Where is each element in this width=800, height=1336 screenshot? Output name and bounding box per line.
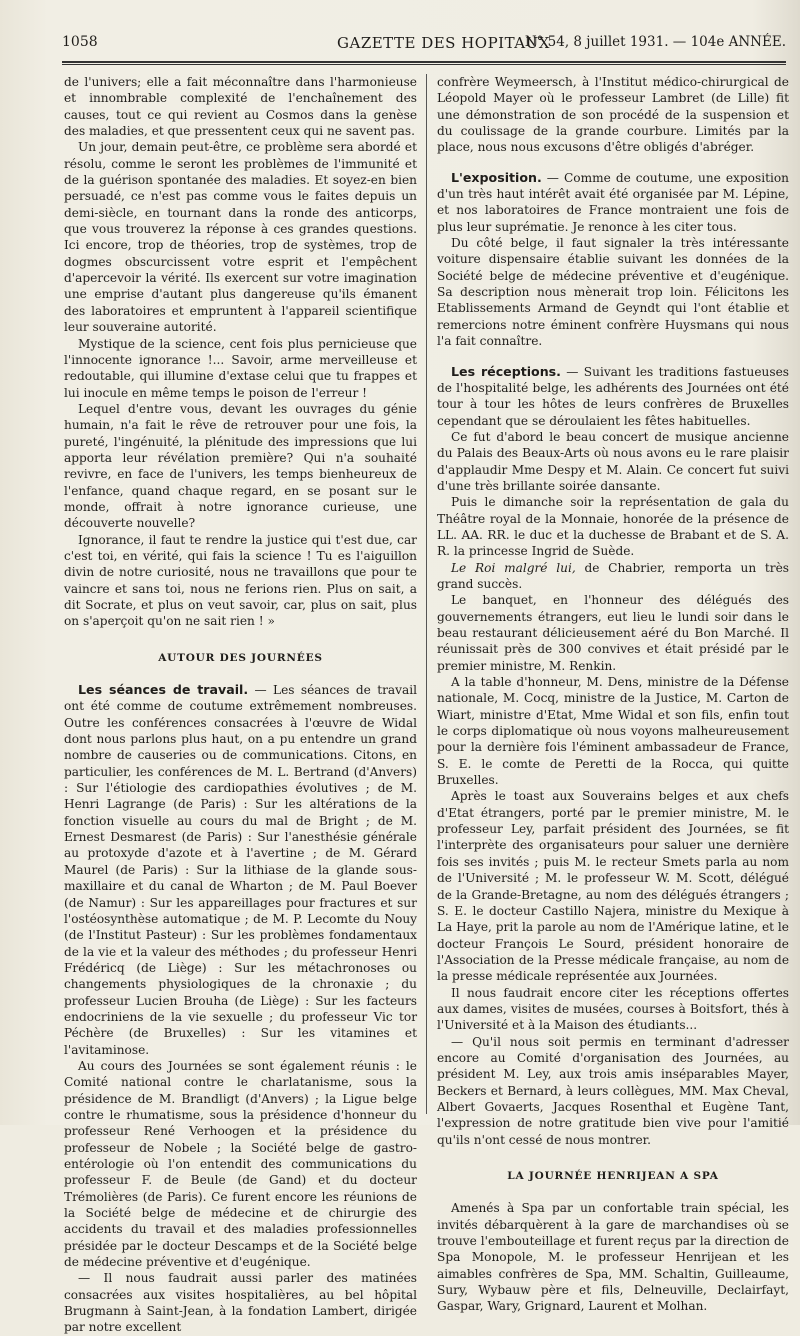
paragraph	[437, 170, 789, 235]
section-heading: LA JOURNÉE HENRIJEAN A SPA	[507, 1170, 719, 1182]
left-column	[64, 74, 417, 1336]
paragraph: Un jour, demain peut-être, ce problème sera abordé et résolu, comme le seront les problèmes de l'immunité et de la guérison spontanée des maladies. Et soyez-en bien persuadé, ce n'est pas comme vous le faites depuis un demi-siècle, en tournant dans la ronde des anticorps, que vous trouverez la réponse à ces grandes questions. Ici encore, trop de théories, trop de systèmes, trop de dogmes obscurcissent votre esprit et l'empêchent d'apercevoir la vérité. Ils exercent sur votre imagination une emprise d'autant plus dangereuse qu'ils émanent des laboratoires et empruntent à l'appareil scientifique leur souveraine autorité.	[64, 140, 417, 335]
right-column	[437, 74, 789, 1315]
run-in-heading: L'exposition.	[451, 169, 542, 185]
issue-info: N° 54, 8 juillet 1931. — 104e ANNÉE.	[524, 34, 786, 50]
header-rule	[62, 61, 786, 65]
paragraph-text: — Comme de coutume, une exposition d'un très haut intérêt avait été organisée par M. Lépine, et nos laboratoires de France montraient une fois de plus leur suprématie. Je renonce à les citer tous.	[437, 170, 789, 234]
page-header	[62, 34, 786, 60]
opera-title: Le Roi malgré lui,	[451, 560, 576, 575]
paragraph: Amenés à Spa par un confortable train spécial, les invités débarquèrent à la gare de marchandises où se trouve l'embouteillage et furent reçus par la direction de Spa Monopole, M. le professeur Henrijean et les aimables confrères de Spa, MM. Schaltin, Guilleaume, Sury, Wybauw père et fils, Delneuville, Declairfayt, Gaspar, Wary, Grignard, Laurent et Molhan.	[437, 1201, 789, 1314]
page-number: 1058	[62, 34, 98, 50]
paragraph: Après le toast aux Souverains belges et aux chefs d'Etat étrangers, porté par le premier ministre, M. le professeur Ley, parfait président des Journées, se fit l'interprète des organisateurs pour saluer une dernière fois ses invités ; puis M. le recteur Smets parla au nom de l'Université ; M. le professeur W. M. Scott, délégué de la Grande-Bretagne, au nom des délégués étrangers ; S. E. le docteur Castillo Najera, ministre du Mexique à La Haye, prit la parole au nom de l'Amérique latine, et le docteur François Le Sourd, président honoraire de l'Association de la Presse médicale française, au nom de la presse médicale représentée aux Journées.	[437, 789, 789, 984]
paragraph: — Qu'il nous soit permis en terminant d'adresser encore au Comité d'organisation des Journées, au président M. Ley, aux trois amis inséparables Mayer, Beckers et Bernard, à leurs collègues, MM. Max Cheval, Albert Govaerts, Jacques Rosenthal et Eugène Tant, l'expression de notre gratitude bien vive pour l'amitié qu'ils n'ont cessé de nous montrer.	[437, 1034, 789, 1147]
column-divider	[426, 74, 427, 1114]
paragraph: — Il nous faudrait aussi parler des matinées consacrées aux visites hospitalières, au bel hôpital Brugmann à Saint-Jean, à la fondation Lambert, dirigée par notre excellent	[64, 1271, 417, 1335]
paragraph: Du côté belge, il faut signaler la très intéressante voiture dispensaire établie suivant les données de la Société belge de médecine préventive et d'eugénique. Sa description nous mènerait trop loin. Félicitons les Etablissements Armand de Geyndt qui l'ont établie et remercions notre éminent confrère Huysmans qui nous l'a fait connaître.	[437, 236, 789, 349]
paragraph	[64, 682, 417, 1058]
paragraph-text: — Suivant les traditions fastueuses de l'hospitalité belge, les adhérents des Journées ont été tour à tour les hôtes de leurs confrères de Bruxelles cependant que se déroulaient les fêtes habituelles.	[437, 364, 789, 428]
paragraph-text: — Les séances de travail ont été comme de coutume extrêmement nombreuses. Outre les conférences consacrées à l'œuvre de Widal dont nous parlons plus haut, on a pu entendre un grand nombre de causeries ou de communications. Citons, en particulier, les conférences de M. L. Bertrand (d'Anvers) : Sur l'étiologie des cardiopathies évolutives ; de M. Henri Lagrange (de Paris) : Sur les altérations de la fonction visuelle au cours du mal de Bright ; de M. Ernest Desmarest (de Paris) : Sur l'anesthésie générale au protoxyde d'azote et à l'avertine ; de M. Gérard Maurel (de Paris) : Sur la lithiase de la glande sous-maxillaire et du canal de Wharton ; de M. Paul Boever (de Namur) : Sur les appareillages pour fractures et sur l'ostéosynthèse automatique ; de M. P. Lecomte du Nouy (de l'Institut Pasteur) : Sur les problèmes fondamentaux de la vie et la valeur des méthodes ; du professeur Henri Frédéricq (de Liège) : Sur les métachronoses ou changements physiologiques de la chronaxie ; du professeur Lucien Brouha (de Liège) : Sur les facteurs endocriniens de la vie sexuelle ; du professeur Vic tor Péchère (de Bruxelles) : Sur les vitamines et l'avitaminose.	[64, 683, 417, 1057]
paragraph: confrère Weymeersch, à l'Institut médico-chirurgical de Léopold Mayer où le professeur Lambret (de Lille) fit une démonstration de son procédé de la suspension et du coulissage de la grande courbure. Limités par la place, nous nous excusons d'être obligés d'abréger.	[437, 75, 789, 155]
paragraph: A la table d'honneur, M. Dens, ministre de la Défense nationale, M. Cocq, ministre de la Justice, M. Carton de Wiart, ministre d'Etat, Mme Widal et son fils, enfin tout le corps diplomatique où nous voyons malheureusement pour la dernière fois l'éminent ambassadeur de France, S. E. le comte de Peretti de la Rocca, qui quitte Bruxelles.	[437, 675, 789, 788]
paragraph: Lequel d'entre vous, devant les ouvrages du génie humain, n'a fait le rêve de retrouver pour une fois, la pureté, l'ingénuité, la plénitude des impressions que lui apporta leur révélation première? Qui n'a souhaité revivre, en face de l'univers, les temps bienheureux de l'enfance, quand chaque regard, en se posant sur le monde, offrait à notre ignorance curieuse, une découverte nouvelle?	[64, 401, 417, 531]
paragraph	[437, 364, 789, 429]
paragraph: Au cours des Journées se sont également réunis : le Comité national contre le charlatanisme, sous la présidence de M. Brandligt (d'Anvers) ; la Ligue belge contre le rhumatisme, sous la présidence d'honneur du professeur René Verhoogen et la présidence du professeur de Nobele ; la Société belge de gastro-entérologie où l'on entendit des communications du professeur F. de Beule (de Gand) et du docteur Trémolières (de Paris). Ce furent encore les réunions de la Société belge de médecine et de chirurgie des accidents du travail et des maladies professionnelles présidée par le docteur Descamps et de la Société belge de médecine préventive et d'eugénique.	[64, 1058, 417, 1270]
run-in-heading: Les séances de travail.	[78, 682, 249, 698]
journal-title: GAZETTE DES HOPITAUX	[337, 34, 550, 52]
paragraph-text: de Chabrier, remporta un très grand succès.	[437, 560, 790, 591]
paragraph: Puis le dimanche soir la représentation de gala du Théâtre royal de la Monnaie, honorée de la présence de LL. AA. RR. le duc et la duchesse de Brabant et de S. A. R. la princesse Ingrid de Suède.	[437, 495, 789, 559]
paragraph: Le banquet, en l'honneur des délégués des gouvernements étrangers, eut lieu le lundi soir dans le beau restaurant délicieusement aéré du Bon Marché. Il réunissait près de 300 convives et était présidé par le premier ministre, M. Renkin.	[437, 593, 789, 673]
section-heading: AUTOUR DES JOURNÉES	[158, 651, 323, 664]
paragraph: Ignorance, il faut te rendre la justice qui t'est due, car c'est toi, en vérité, qui fais la science ! Tu es l'aiguillon divin de notre curiosité, nous ne travaillons que pour te vaincre et sans toi, nous ne ferions rien. Plus on sait, a dit Socrate, et plus on veut savoir, car, plus on sait, plus on s'aperçoit qu'on ne sait rien ! »	[64, 532, 417, 629]
paragraph: Ce fut d'abord le beau concert de musique ancienne du Palais des Beaux-Arts où nous avons eu le rare plaisir d'applaudir Mme Despy et M. Alain. Ce concert fut suivi d'une très brillante soirée dansante.	[437, 429, 789, 493]
paragraph: de l'univers; elle a fait méconnaître dans l'harmonieuse et innombrable complexité de l'enchaînement des causes, tout ce qui revient au Cosmos dans la genèse des maladies, et que pressentent ceux qui ne savent pas.	[64, 75, 417, 139]
paragraph: Il nous faudrait encore citer les réceptions offertes aux dames, visites de musées, courses à Boitsfort, thés à l'Université et à la Maison des étudiants...	[437, 985, 789, 1033]
run-in-heading: Les réceptions.	[451, 363, 561, 379]
paragraph	[437, 560, 789, 593]
paragraph: Mystique de la science, cent fois plus pernicieuse que l'innocente ignorance !... Savoir, arme merveilleuse et redoutable, qui illumine d'extase celui que tu frappes et lui inocule en même temps le poison de l'erreur !	[64, 336, 417, 400]
